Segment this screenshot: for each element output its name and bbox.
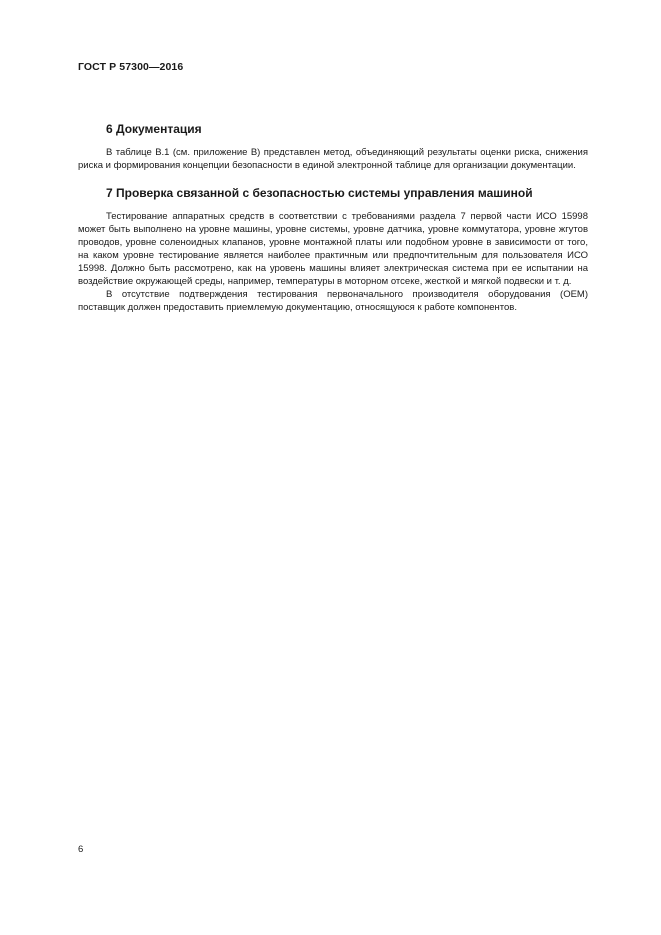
page-number: 6 <box>78 844 84 855</box>
section-7-paragraph-2: В отсутствие подтверждения тестирования первоначального производителя оборудования (OEM) поставщик должен предоставить приемлемую документацию, относящуюся к работе компонентов. <box>78 289 588 313</box>
document-code-header: ГОСТ Р 57300—2016 <box>78 61 184 73</box>
section-6-title: 6 Документация <box>106 122 202 136</box>
section-7-paragraph-1: Тестирование аппаратных средств в соответствии с требованиями раздела 7 первой части ИСО 15998 может быть выполнено на уровне машины, уровне системы, уровне датчика, уровне коммутатора, уровне жгутов проводов, уровне соленоидных клапанов, уровне монтажной платы или подобном уровне в зависимости от того, на каком уровне тестирование является наиболее практичным или предпочтительным для пользователя ИСО 15998. Должно быть рассмотрено, как на уровень машины влияет электрическая система при ее испытании на воздействие окружающей среды, например, температуры в моторном отсеке, жесткой и мягкой подвески и т. д. <box>78 211 588 287</box>
section-6-paragraph-1: В таблице В.1 (см. приложение В) представлен метод, объединяющий результаты оценки риска, снижения риска и формирования концепции безопасности в единой электронной таблице для организации документации. <box>78 147 588 171</box>
document-body <box>78 122 588 314</box>
section-7-title: 7 Проверка связанной с безопасностью системы управления машиной <box>106 186 533 200</box>
